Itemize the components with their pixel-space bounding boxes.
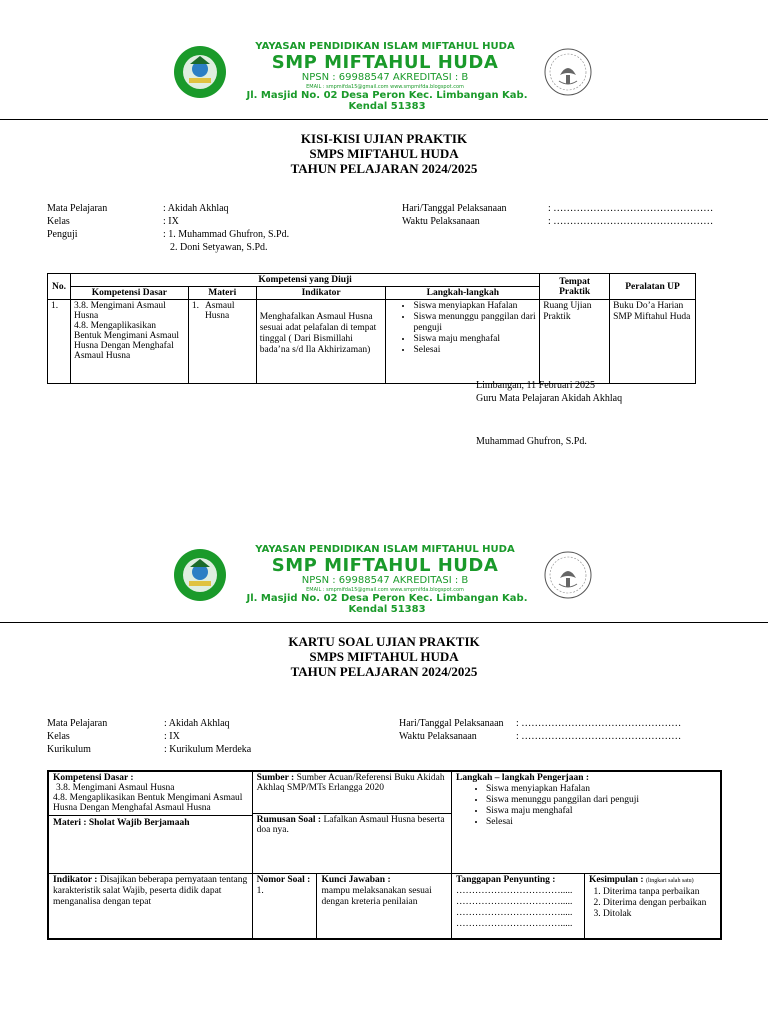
cell-rumusan xyxy=(252,813,451,873)
th-indikator: Indikator xyxy=(256,287,386,300)
doc2-title-line2: SMPS MIFTAHUL HUDA xyxy=(309,649,459,664)
doc2-info-labels xyxy=(47,717,107,756)
hari-value: : ………………………………………… xyxy=(516,718,682,729)
cell-tanggapan xyxy=(452,873,585,939)
rumusan-label: Rumusan Soal : xyxy=(256,814,322,825)
mapel-label: Mata Pelajaran xyxy=(47,718,108,729)
th-materi: Materi xyxy=(188,287,256,300)
hari-value: : ………………………………………… xyxy=(548,203,714,214)
kelas-label: Kelas xyxy=(47,731,70,742)
cell-langkah xyxy=(386,300,540,384)
school-logo xyxy=(173,42,227,102)
foundation-name: YAYASAN PENDIDIKAN ISLAM MIFTAHUL HUDA xyxy=(255,41,515,52)
materi-label: Materi : Sholat Wajib Berjamaah xyxy=(49,815,252,828)
penguji-value-1: : 1. Muhammad Ghufron, S.Pd. xyxy=(163,229,290,240)
kunci-value: mampu melaksanakan sesuai dengan kreteria penilaian xyxy=(321,885,432,907)
email-text: EMAIL : smpmifda15@gmail.com www.smpmifda.blogspot.com xyxy=(306,84,464,90)
waktu-label: Waktu Pelaksanaan xyxy=(402,216,480,227)
cell-materi xyxy=(188,300,256,384)
school-logo xyxy=(173,545,227,605)
th-kompetensi-diuji: Kompetensi yang Diuji xyxy=(70,274,539,287)
email-text: EMAIL : smpmifda15@gmail.com www.smpmifda.blogspot.com xyxy=(306,587,464,593)
cell-langkah xyxy=(452,771,722,873)
cell-sumber xyxy=(252,771,451,813)
tanggapan-line: ……………………………..... xyxy=(456,885,573,896)
th-peralatan: Peralatan UP xyxy=(610,274,696,300)
doc1-info-right-values xyxy=(548,202,713,228)
doc1-title-line2: SMPS MIFTAHUL HUDA xyxy=(309,146,459,161)
mapel-label: Mata Pelajaran xyxy=(47,203,108,214)
kesimpulan-note: (lingkari salah satu) xyxy=(645,877,694,884)
waktu-value: : ………………………………………… xyxy=(516,731,682,742)
kelas-value: : IX xyxy=(164,731,180,742)
doc1-info-right-labels xyxy=(402,202,507,228)
school-name: SMP MIFTAHUL HUDA xyxy=(271,555,499,576)
indikator-label: Indikator : xyxy=(53,874,98,885)
cell-kunci xyxy=(317,873,452,939)
school-name: SMP MIFTAHUL HUDA xyxy=(271,52,499,73)
tanggapan-label: Tanggapan Penyunting : xyxy=(456,874,556,885)
npsn-text: NPSN : 69988547 AKREDITASI : B xyxy=(301,575,469,586)
cell-tempat: Ruang Ujian Praktik xyxy=(540,300,610,384)
header-divider-1 xyxy=(0,119,768,120)
kelas-label: Kelas xyxy=(47,216,70,227)
mapel-value: : Akidah Akhlaq xyxy=(163,203,229,214)
nomor-value: 1. xyxy=(256,885,264,896)
table-row xyxy=(48,300,696,384)
hari-label: Hari/Tanggal Pelaksanaan xyxy=(402,203,507,214)
kd-label: Kompetensi Dasar : xyxy=(53,773,134,783)
list-item: • Selesai xyxy=(486,817,716,828)
penguji-value-2: 2. Doni Setyawan, S.Pd. xyxy=(170,242,268,253)
doc1-info-labels xyxy=(47,202,107,241)
kartu-soal-table xyxy=(47,770,722,940)
list-item: 2. Diterima dengan perbaikan xyxy=(603,898,716,909)
tutwuri-emblem xyxy=(543,47,593,97)
signer-role: Guru Mata Pelajaran Akidah Akhlaq xyxy=(476,393,623,404)
npsn-text: NPSN : 69988547 AKREDITASI : B xyxy=(301,72,469,83)
rumusan-value: Lafalkan Asmaul Husna beserta doa nya. xyxy=(256,814,445,835)
list-item: • Siswa menyiapkan Hafalan xyxy=(413,301,536,312)
kelas-value: : IX xyxy=(163,216,179,227)
list-item: • Siswa menunggu panggilan dari penguji xyxy=(413,312,536,334)
address-text: Jl. Masjid No. 02 Desa Peron Kec. Limbangan Kab. Kendal 51383 xyxy=(246,90,528,112)
waktu-value: : ………………………………………… xyxy=(548,216,714,227)
kurikulum-value: : Kurikulum Merdeka xyxy=(164,744,252,755)
doc2-info-values xyxy=(164,717,251,756)
address-text: Jl. Masjid No. 02 Desa Peron Kec. Limbangan Kab. Kendal 51383 xyxy=(246,593,528,615)
kd-item-1: 3.8. Mengimani Asmaul Husna xyxy=(56,783,175,793)
tanggapan-line: ……………………………..... xyxy=(456,918,573,929)
kurikulum-label: Kurikulum xyxy=(47,744,91,755)
header-divider-2 xyxy=(0,622,768,623)
th-kd: Kompetensi Dasar xyxy=(70,287,188,300)
foundation-name: YAYASAN PENDIDIKAN ISLAM MIFTAHUL HUDA xyxy=(255,544,515,555)
kunci-label: Kunci Jawaban : xyxy=(321,874,391,885)
kisi-kisi-table xyxy=(47,273,696,384)
penguji-label: Penguji xyxy=(47,229,78,240)
th-no: No. xyxy=(48,274,71,300)
waktu-label: Waktu Pelaksanaan xyxy=(399,731,477,742)
signature-block xyxy=(476,379,622,448)
indikator-value: Disajikan beberapa pernyataan tentang karakteristik salat Wajib, peserta didik dapat menganalisa dengan tepat xyxy=(53,874,248,907)
langkah-label: Langkah – langkah Pengerjaan : xyxy=(456,773,590,783)
cell-kd xyxy=(48,771,252,873)
list-item: • Siswa maju menghafal xyxy=(413,334,536,345)
cell-kesimpulan xyxy=(584,873,721,939)
doc2-title-line1: KARTU SOAL UJIAN PRAKTIK xyxy=(288,634,480,649)
tanggapan-line: ……………………………..... xyxy=(456,907,573,918)
list-item: 1. Diterima tanpa perbaikan xyxy=(603,887,716,898)
th-tempat: Tempat Praktik xyxy=(540,274,610,300)
cell-nomor xyxy=(252,873,317,939)
th-langkah: Langkah-langkah xyxy=(386,287,540,300)
doc1-title-line3: TAHUN PELAJARAN 2024/2025 xyxy=(290,161,478,176)
materi-text: Asmaul Husna xyxy=(204,301,235,321)
doc1-info-values xyxy=(163,202,289,254)
cell-no: 1. xyxy=(48,300,71,384)
list-item: • Siswa maju menghafal xyxy=(486,806,716,817)
cell-indikator xyxy=(256,300,386,384)
tanggapan-line: ……………………………..... xyxy=(456,896,573,907)
list-item: • Siswa menunggu panggilan dari penguji xyxy=(486,795,716,806)
cell-indikator xyxy=(48,873,252,939)
tutwuri-emblem xyxy=(543,550,593,600)
list-item: • Siswa menyiapkan Hafalan xyxy=(486,784,716,795)
cell-peralatan: Buku Do’a Harian SMP Miftahul Huda xyxy=(610,300,696,384)
doc2-info-right-values xyxy=(516,717,681,743)
doc2-title-line3: TAHUN PELAJARAN 2024/2025 xyxy=(290,664,478,679)
doc1-title-line1: KISI-KISI UJIAN PRAKTIK xyxy=(300,131,468,146)
materi-no: 1. xyxy=(191,301,199,311)
kesimpulan-label: Kesimpulan : xyxy=(588,874,644,885)
signer-name: Muhammad Ghufron, S.Pd. xyxy=(476,436,587,447)
hari-label: Hari/Tanggal Pelaksanaan xyxy=(399,718,504,729)
sumber-value: Sumber Acuan/Referensi Buku Akidah Akhlaq SMP/MTs Erlangga 2020 xyxy=(256,773,445,793)
kd-item-1: 3.8. Mengimani Asmaul Husna xyxy=(73,301,166,321)
doc2-info-right-labels xyxy=(399,717,504,743)
kd-item-2: 4.8. Mengaplikasikan Bentuk Mengimani Asmaul Husna Dengan Menghafal Asmaul Husna xyxy=(53,793,243,813)
mapel-value: : Akidah Akhlaq xyxy=(164,718,230,729)
kd-item-2: 4.8. Mengaplikasikan Bentuk Mengimani Asmaul Husna Dengan Menghafal Asmaul Husna xyxy=(73,321,180,361)
sumber-label: Sumber : xyxy=(256,773,295,783)
indikator-text: Menghafalkan Asmaul Husna sesuai adat pelafalan di tempat tinggal ( Dari Bismillahi bada’na s/d Ila Akhirizaman) xyxy=(259,312,377,355)
nomor-label: Nomor Soal : xyxy=(256,874,311,885)
place-date: Limbangan, 11 Februari 2025 xyxy=(476,380,596,391)
list-item: • Selesai xyxy=(413,345,536,356)
list-item: 3. Ditolak xyxy=(603,909,716,920)
cell-kd xyxy=(70,300,188,384)
